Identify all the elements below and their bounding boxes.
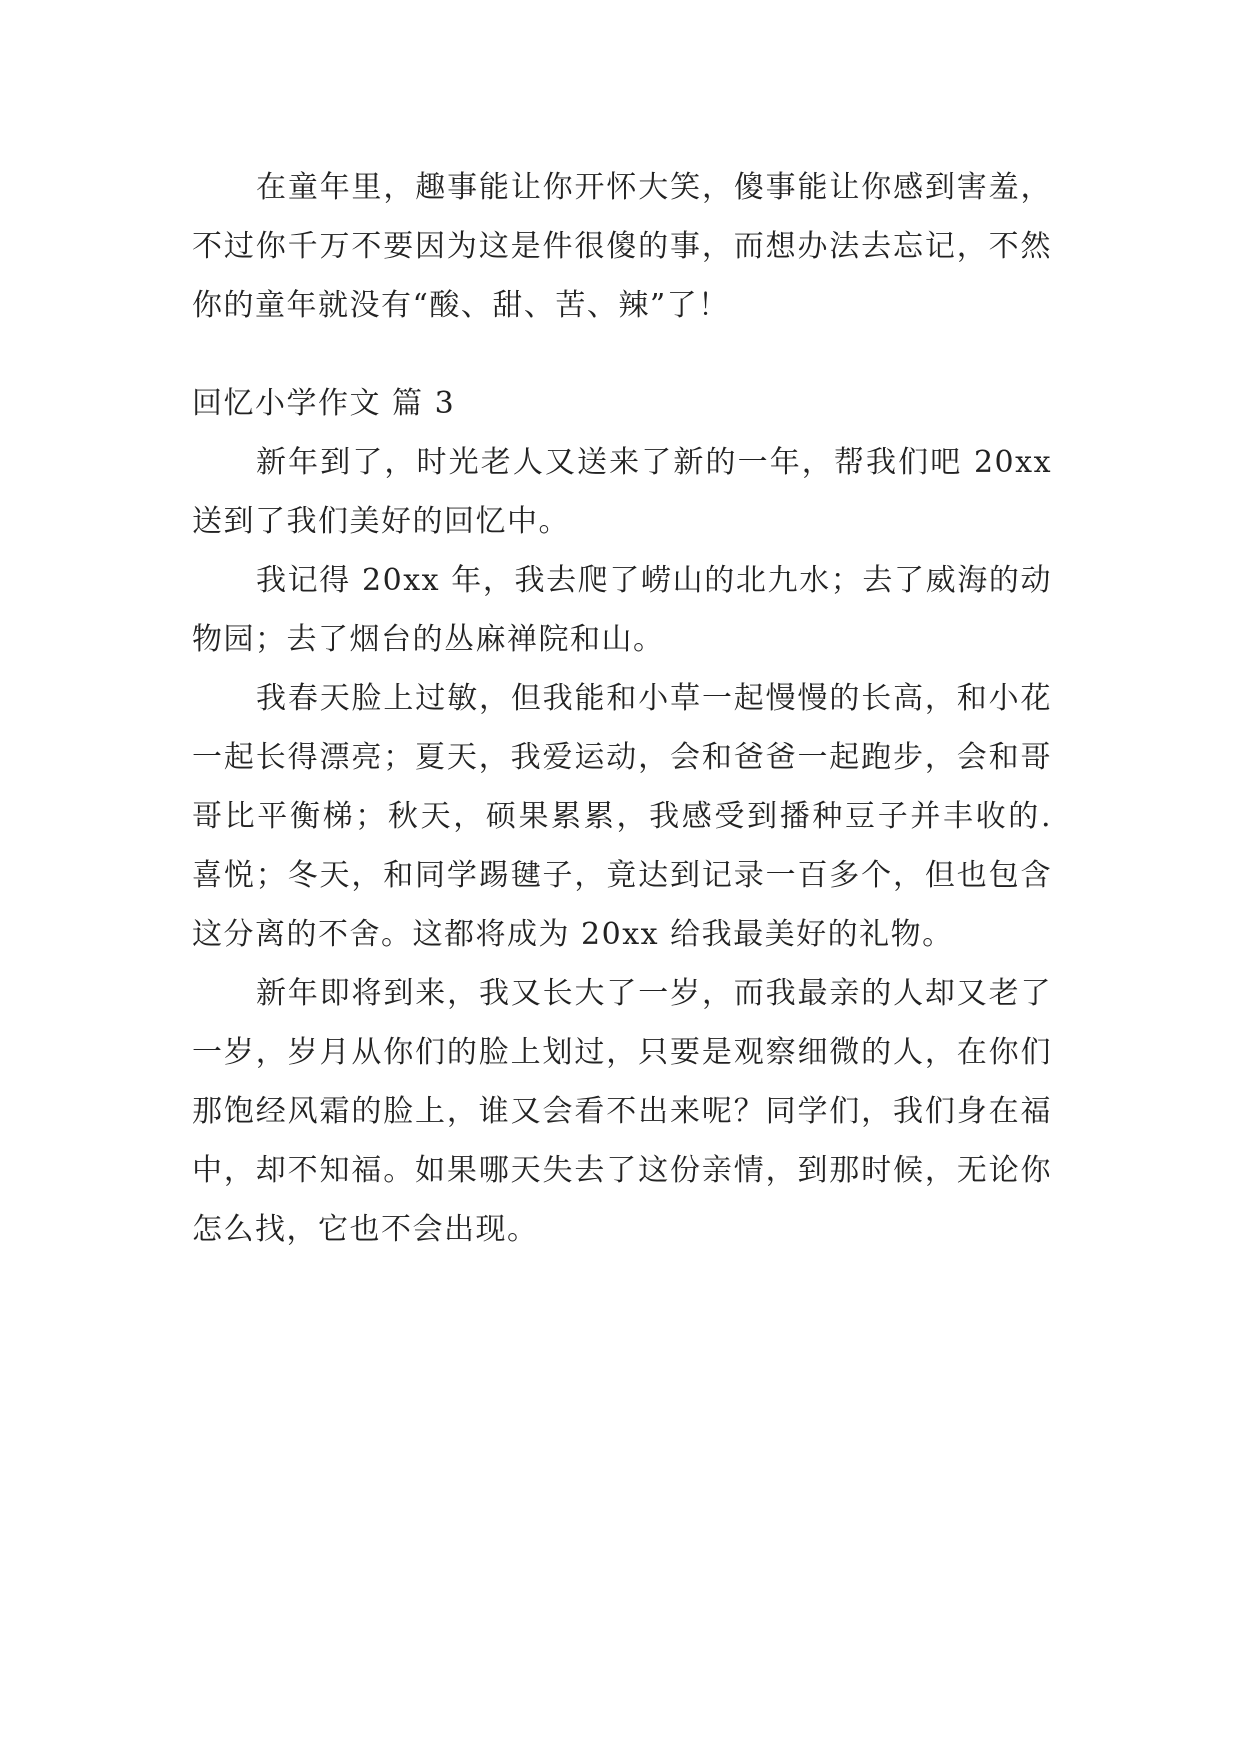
paragraph-1: 新年到了，时光老人又送来了新的一年，帮我们吧 20xx 送到了我们美好的回忆中。	[192, 445, 1052, 539]
paragraph-4: 新年即将到来，我又长大了一岁，而我最亲的人却又老了一岁，岁月从你们的脸上划过，只要是观察细微的人，在你们那饱经风霜的脸上，谁又会看不出来呢？同学们，我们身在福中，却不知福。如果哪天失去了这份亲情，到那时候，无论你怎么找，它也不会出现。	[192, 976, 1052, 1247]
intro-paragraph: 在童年里，趣事能让你开怀大笑，傻事能让你感到害羞，不过你千万不要因为这是件很傻的事，而想办法去忘记，不然你的童年就没有“酸、甜、苦、辣”了！	[192, 170, 1052, 323]
paragraph-3: 我春天脸上过敏，但我能和小草一起慢慢的长高，和小花一起长得漂亮；夏天，我爱运动，会和爸爸一起跑步，会和哥哥比平衡梯；秋天，硕果累累，我感受到播种豆子并丰收的.喜悦；冬天，和同学踢毽子，竟达到记录一百多个，但也包含这分离的不舍。这都将成为 20xx 给我最美好的礼物。	[192, 681, 1052, 952]
section-title: 回忆小学作文 篇 3	[192, 386, 456, 421]
paragraph-2: 我记得 20xx 年，我去爬了崂山的北九水；去了威海的动物园；去了烟台的丛麻禅院和山。	[192, 563, 1052, 657]
document-body	[192, 158, 1052, 1259]
